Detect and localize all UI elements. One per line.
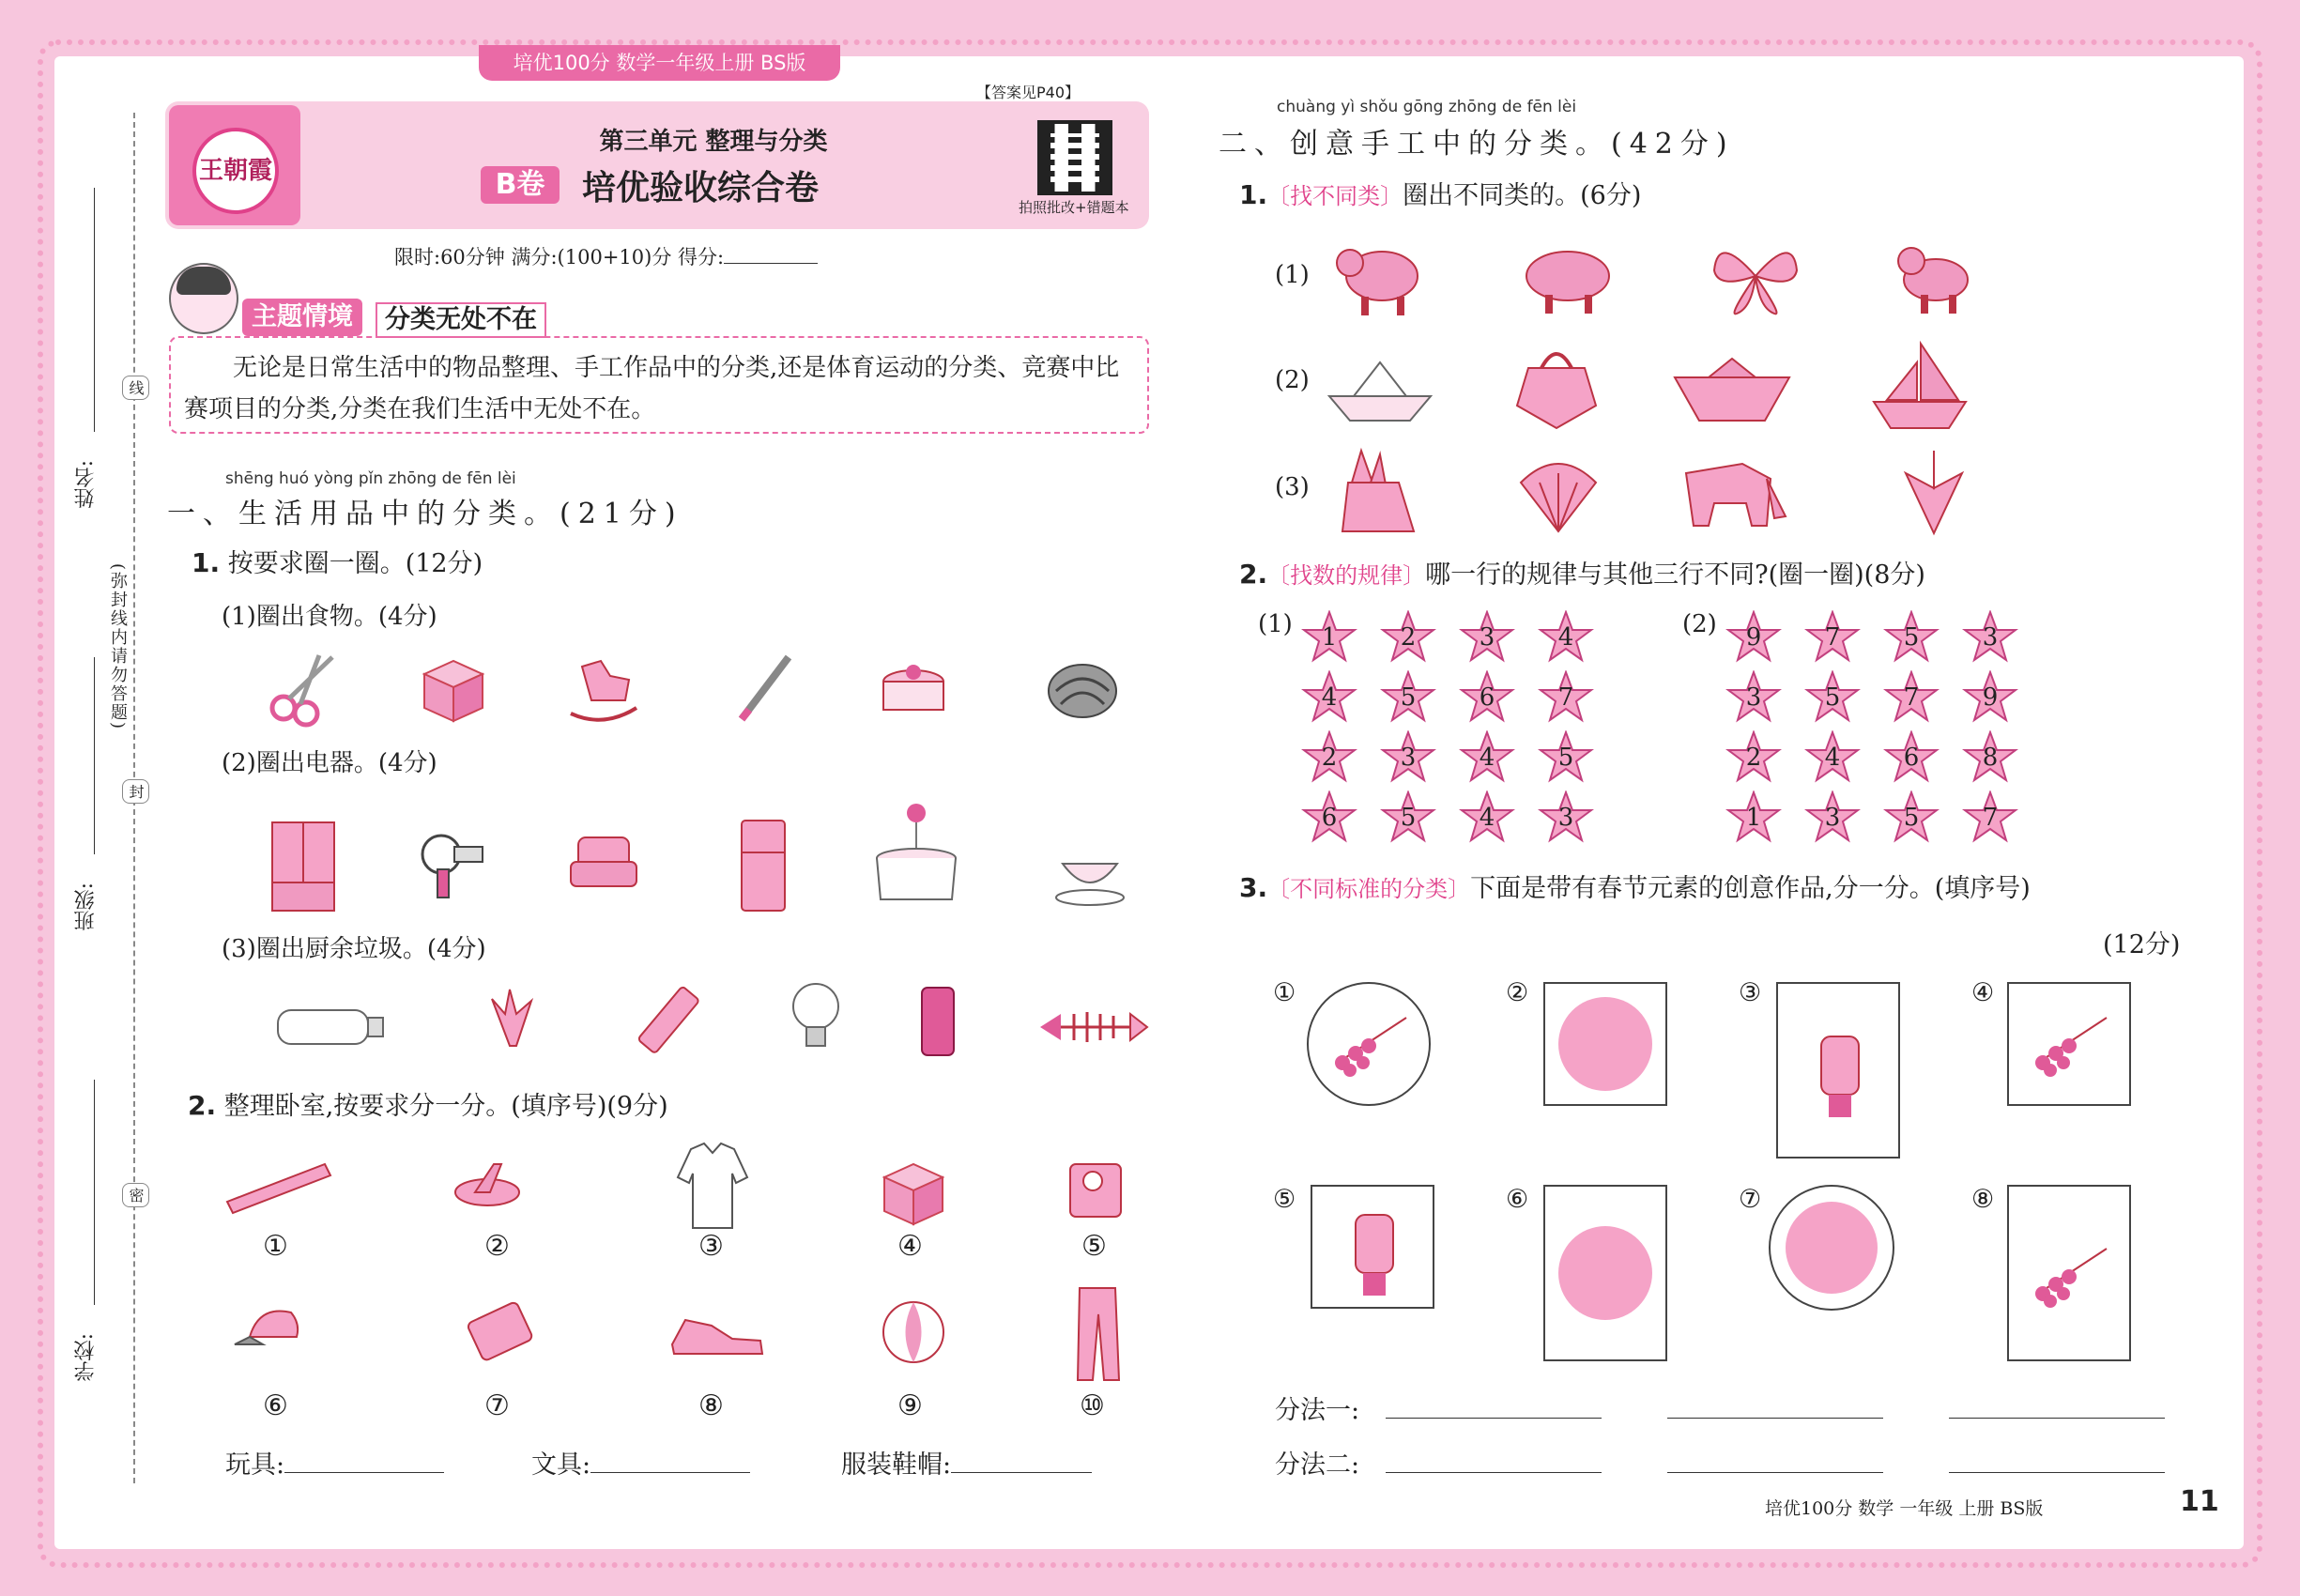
school-field[interactable] (94, 1080, 95, 1305)
star-g1-r2-c2[interactable] (1380, 670, 1436, 725)
s2-q3-text: 下面是带有春节元素的创意作品,分一分。(填序号) (1470, 874, 2031, 903)
star-number: 7 (1557, 683, 1574, 712)
star-number: 1 (1745, 804, 1762, 832)
name-label: 姓名: (74, 460, 98, 509)
star-number: 9 (1745, 623, 1762, 652)
artwork-label-7: ⑦ (1739, 1185, 1762, 1214)
star-g2-r1-c4[interactable] (1962, 610, 2018, 665)
star-g2-r3-c1[interactable] (1725, 730, 1782, 785)
cake-icon[interactable] (873, 648, 954, 729)
section2-title: 二、创意手工中的分类。(42分) (1219, 128, 1735, 161)
star-g1-r3-c3[interactable] (1459, 730, 1515, 785)
plastic-bottle-icon[interactable] (268, 986, 391, 1067)
s2-q1-tag: 〔找不同类〕 (1267, 183, 1403, 209)
shirt-icon[interactable] (672, 1140, 753, 1234)
star-number: 5 (1557, 744, 1574, 772)
star-g2-r1-c1[interactable] (1725, 610, 1782, 665)
star-number: 5 (1400, 683, 1417, 712)
star-group-2-label: (2) (1682, 610, 1717, 638)
method-1-blank-a[interactable] (1386, 1418, 1602, 1419)
section1-title: 一、生活用品中的分类。(21分) (167, 498, 683, 530)
wardrobe-icon[interactable] (263, 815, 344, 918)
artwork-label-6: ⑥ (1506, 1185, 1529, 1214)
star-number: 4 (1321, 683, 1338, 712)
artwork-label-1: ① (1273, 978, 1296, 1007)
pants-icon[interactable] (1057, 1282, 1138, 1386)
ruler-icon[interactable] (222, 1151, 334, 1232)
star-number: 5 (1400, 804, 1417, 832)
exam-meta-text: 限时:60分钟 满分:(100+10)分 得分: (394, 246, 725, 269)
item-label-2: ② (484, 1230, 510, 1263)
answer-note: 【答案见P40】 (976, 84, 1081, 101)
artwork-label-4: ④ (1971, 978, 1995, 1007)
star-g2-r3-c2[interactable] (1804, 730, 1861, 785)
star-number: 3 (1400, 744, 1417, 772)
theme-subtitle: 分类无处不在 (376, 302, 546, 338)
scissors-icon[interactable] (263, 648, 344, 729)
section2-pinyin: chuàng yì shǒu gōng zhōng de fēn lèi (1277, 98, 1577, 116)
rocking-horse-icon[interactable] (563, 648, 644, 729)
star-g1-r3-c1[interactable] (1301, 730, 1357, 785)
origami-ingot-icon[interactable] (1671, 355, 1793, 430)
star-number: 4 (1479, 804, 1495, 832)
star-g1-r3-c4[interactable] (1538, 730, 1594, 785)
lantern-icon (1816, 1021, 1864, 1125)
book-tab: 培优100分 数学一年级上册 BS版 (479, 45, 840, 81)
star-g2-r1-c2[interactable] (1804, 610, 1861, 665)
star-number: 5 (1903, 804, 1920, 832)
method-2-blank-b[interactable] (1667, 1472, 1883, 1473)
star-g2-r4-c4[interactable] (1962, 790, 2018, 845)
artwork-label-2: ② (1506, 978, 1529, 1007)
toy-category-label: 玩具: (225, 1450, 285, 1480)
star-number: 6 (1321, 804, 1338, 832)
artwork-label-5: ⑤ (1273, 1185, 1296, 1214)
refrigerator-icon[interactable] (723, 815, 804, 918)
item-label-10: ⑩ (1080, 1389, 1105, 1422)
section1-pinyin: shēng huó yòng pǐn zhōng de fēn lèi (225, 469, 516, 488)
method-1-blank-c[interactable] (1949, 1418, 2165, 1419)
teacup-icon[interactable] (1050, 836, 1130, 916)
star-g1-r2-c3[interactable] (1459, 670, 1515, 725)
s1-q1-part2: (2)圈出电器。(4分) (222, 749, 437, 777)
method-1-label: 分法一: (1275, 1396, 1360, 1425)
star-g2-r2-c1[interactable] (1725, 670, 1782, 725)
s2-q2-text: 哪一行的规律与其他三行不同?(圈一圈)(8分) (1425, 560, 1925, 590)
s1-q2-text: 整理卧室,按要求分一分。(填序号)(9分) (223, 1092, 668, 1121)
star-number: 2 (1745, 744, 1762, 772)
star-g1-r1-c2[interactable] (1380, 610, 1436, 665)
method-2-label: 分法二: (1275, 1450, 1360, 1480)
exam-meta (394, 242, 818, 270)
pencil-case-icon[interactable] (460, 1292, 541, 1373)
cap-icon[interactable] (231, 1292, 312, 1373)
papercut-dog-icon[interactable] (1887, 233, 1981, 319)
s2-q3-num: 3. (1239, 872, 1268, 903)
star-number: 4 (1824, 744, 1841, 772)
artwork-7-round[interactable] (1769, 1185, 1894, 1311)
papercut-pig-icon[interactable] (1513, 235, 1622, 319)
name-field[interactable] (94, 188, 95, 432)
clothing-category-blank[interactable] (951, 1472, 1092, 1473)
star-g2-r4-c2[interactable] (1804, 790, 1861, 845)
star-g2-r2-c3[interactable] (1883, 670, 1940, 725)
star-number: 4 (1479, 744, 1495, 772)
artwork-1-round[interactable] (1307, 982, 1431, 1106)
star-number: 9 (1982, 683, 1999, 712)
table-flowers-icon[interactable] (871, 796, 961, 918)
rubiks-cube-icon[interactable] (413, 648, 494, 729)
artwork-8-rect[interactable] (2007, 1185, 2131, 1361)
seal-mark-secret: 密 (122, 1183, 149, 1207)
item-label-7: ⑦ (484, 1389, 510, 1422)
odd-row-label-2: (2) (1275, 366, 1310, 394)
firecracker-icon (1322, 1008, 1416, 1083)
star-number: 2 (1321, 744, 1338, 772)
fish-bone-icon[interactable] (1033, 986, 1151, 1067)
s2-q2-tag: 〔找数的规律〕 (1267, 562, 1426, 589)
star-number: 3 (1557, 804, 1574, 832)
star-number: 3 (1824, 804, 1841, 832)
star-number: 3 (1479, 623, 1495, 652)
star-g2-r4-c1[interactable] (1725, 790, 1782, 845)
paper-title: 培优验收综合卷 (582, 169, 820, 207)
firecracker-2-icon (2022, 1008, 2116, 1083)
lantern-2-icon (1350, 1200, 1399, 1303)
star-g1-r1-c1[interactable] (1301, 610, 1357, 665)
s2-q1-num: 1. (1239, 179, 1268, 210)
origami-elephant-icon[interactable] (1677, 451, 1789, 535)
battery-icon[interactable] (629, 980, 710, 1061)
s2-q3-tag: 〔不同标准的分类〕 (1267, 876, 1471, 902)
s1-q1 (192, 543, 483, 579)
item-label-1: ① (263, 1230, 288, 1263)
artwork-3-rect[interactable] (1776, 982, 1900, 1159)
artwork-4-square[interactable] (2007, 982, 2131, 1106)
star-g1-r1-c3[interactable] (1459, 610, 1515, 665)
banana-peel-icon[interactable] (469, 980, 550, 1061)
star-g1-r4-c4[interactable] (1538, 790, 1594, 845)
hair-dryer-icon[interactable] (413, 824, 494, 905)
star-g2-r4-c3[interactable] (1883, 790, 1940, 845)
s1-q2-num: 2. (188, 1090, 217, 1121)
paper-tag: B卷 (481, 166, 560, 204)
class-field[interactable] (94, 657, 95, 854)
papercut-circle-3-icon (1786, 1202, 1878, 1294)
star-g1-r3-c2[interactable] (1380, 730, 1436, 785)
star-g2-r3-c3[interactable] (1883, 730, 1940, 785)
artwork-6-rect[interactable] (1543, 1185, 1667, 1361)
star-g2-r2-c4[interactable] (1962, 670, 2018, 725)
papercut-circle-2-icon (1558, 1226, 1652, 1320)
s1-q1-part3: (3)圈出厨余垃圾。(4分) (222, 935, 486, 963)
item-label-5: ⑤ (1081, 1230, 1107, 1263)
beach-ball-icon[interactable] (873, 1292, 954, 1373)
s1-q1-text: 按要求圈一圈。(12分) (227, 549, 483, 578)
seal-mark-seal: 封 (122, 779, 149, 804)
method-2-blank-a[interactable] (1386, 1472, 1602, 1473)
star-number: 7 (1903, 683, 1920, 712)
qr-caption: 拍照批改+错题本 (1019, 199, 1129, 216)
star-number: 6 (1479, 683, 1495, 712)
theme-text: 无论是日常生活中的物品整理、手工作品中的分类,还是体育运动的分类、竞赛中比赛项目的分类,分类在我们生活中无处不在。 (169, 336, 1149, 434)
soda-can-icon[interactable] (897, 980, 978, 1061)
star-g2-r3-c4[interactable] (1962, 730, 2018, 785)
score-blank[interactable] (724, 263, 818, 264)
origami-sailboat-icon[interactable] (1868, 340, 1971, 434)
star-number: 3 (1982, 623, 1999, 652)
star-number: 6 (1903, 744, 1920, 772)
papercut-butterfly-icon[interactable] (1709, 233, 1802, 319)
rubiks-cube-2-icon[interactable] (873, 1151, 954, 1232)
stationery-category-blank[interactable] (590, 1472, 750, 1473)
artwork-label-8: ⑧ (1971, 1185, 1995, 1214)
stationery-category-label: 文具: (531, 1450, 591, 1480)
light-bulb-icon[interactable] (775, 976, 856, 1057)
star-g1-r1-c4[interactable] (1538, 610, 1594, 665)
star-g1-r2-c1[interactable] (1301, 670, 1357, 725)
toy-category-blank[interactable] (284, 1472, 444, 1473)
s2-q1-text: 圈出不同类的。(6分) (1403, 181, 1642, 210)
stationery-category (531, 1444, 750, 1481)
item-label-6: ⑥ (263, 1389, 288, 1422)
origami-rabbit-icon[interactable] (1333, 445, 1427, 539)
page-footer: 培优100分 数学 一年级 上册 BS版 (1765, 1498, 2044, 1519)
star-number: 4 (1557, 623, 1574, 652)
toy-category (225, 1444, 444, 1481)
s2-q1 (1239, 175, 1641, 211)
armchair-icon[interactable] (563, 824, 644, 905)
star-g2-r2-c2[interactable] (1804, 670, 1861, 725)
s2-q3-score: (12分) (2103, 930, 2181, 959)
star-g1-r4-c1[interactable] (1301, 790, 1357, 845)
pencil-sharpener-icon[interactable] (1055, 1145, 1136, 1226)
s1-q1-num: 1. (192, 547, 221, 578)
pen-icon[interactable] (723, 648, 804, 729)
sneakers-icon[interactable] (667, 1292, 770, 1373)
artwork-2-square[interactable] (1543, 982, 1667, 1106)
s1-q1-part1: (1)圈出食物。(4分) (222, 603, 437, 631)
seal-mark-line: 线 (122, 376, 149, 400)
origami-lily-icon[interactable] (1887, 445, 1981, 539)
clothing-category (841, 1444, 1092, 1481)
star-number: 3 (1745, 683, 1762, 712)
odd-row-label-3: (3) (1275, 473, 1310, 501)
star-number: 2 (1400, 623, 1417, 652)
origami-peacock-icon[interactable] (1511, 445, 1605, 539)
page-number: 11 (2180, 1485, 2219, 1518)
star-number: 1 (1321, 623, 1338, 652)
star-number: 5 (1824, 683, 1841, 712)
method-1-blank-b[interactable] (1667, 1418, 1883, 1419)
s1-q2 (188, 1085, 668, 1122)
seal-note: (弥封线内请勿答题) (108, 563, 128, 731)
papercut-sheep-icon[interactable] (1329, 231, 1433, 321)
artwork-label-3: ③ (1739, 978, 1762, 1007)
toy-plane-icon[interactable] (447, 1151, 528, 1232)
s2-q2 (1239, 554, 1925, 591)
star-g1-r4-c2[interactable] (1380, 790, 1436, 845)
theme-label: 主题情境 (242, 299, 362, 336)
clothing-category-label: 服装鞋帽: (841, 1450, 952, 1480)
brand-logo-text: 王朝霞 (192, 128, 279, 214)
s2-q3 (1239, 867, 2031, 904)
star-group-1-label: (1) (1258, 610, 1293, 638)
origami-boat-icon[interactable] (1326, 349, 1434, 432)
item-label-8: ⑧ (698, 1389, 724, 1422)
class-label: 班级: (74, 882, 98, 931)
item-label-3: ③ (698, 1230, 724, 1263)
qr-code-icon[interactable] (1037, 120, 1112, 195)
star-g2-r1-c3[interactable] (1883, 610, 1940, 665)
artwork-5-square[interactable] (1311, 1185, 1434, 1309)
star-g1-r4-c3[interactable] (1459, 790, 1515, 845)
odd-row-label-1: (1) (1275, 261, 1310, 289)
star-number: 7 (1982, 804, 1999, 832)
s2-q2-num: 2. (1239, 559, 1268, 590)
method-2-blank-c[interactable] (1949, 1472, 2165, 1473)
item-label-4: ④ (897, 1230, 923, 1263)
unit-title: 第三单元 整理与分类 (599, 128, 828, 156)
star-number: 5 (1903, 623, 1920, 652)
star-number: 7 (1824, 623, 1841, 652)
firecracker-3-icon (2022, 1239, 2116, 1314)
girl-avatar-icon (169, 263, 238, 334)
watermelon-icon[interactable] (1042, 648, 1123, 729)
school-label: 学校: (74, 1333, 98, 1382)
papercut-circle-icon (1558, 997, 1652, 1091)
star-g1-r2-c4[interactable] (1538, 670, 1594, 725)
star-number: 8 (1982, 744, 1999, 772)
item-label-9: ⑨ (897, 1389, 923, 1422)
origami-bag-icon[interactable] (1510, 340, 1603, 434)
